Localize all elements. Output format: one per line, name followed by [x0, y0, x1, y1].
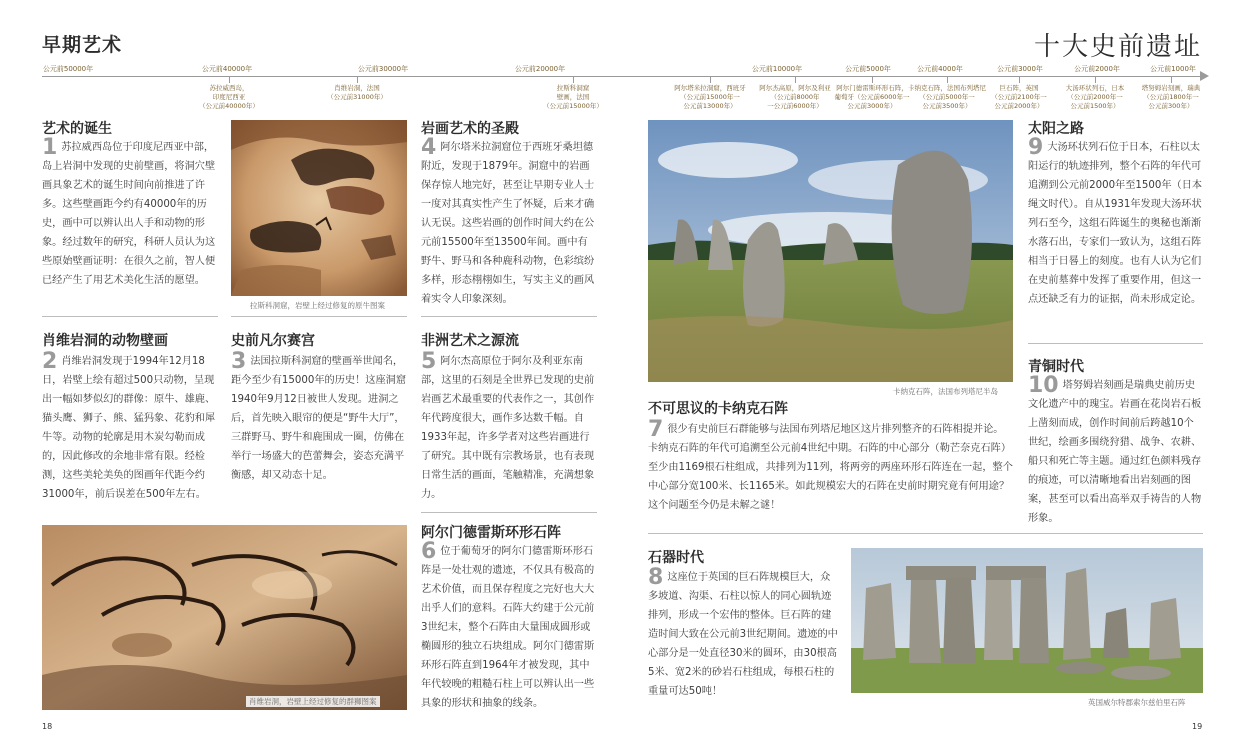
timeline-site-line: （公元前2000年一 [1067, 93, 1123, 101]
divider [648, 533, 1203, 534]
section-4-number: 4 [421, 135, 437, 160]
section-1-number: 1 [42, 135, 58, 160]
timeline-tick [1171, 77, 1172, 83]
timeline-site-label [327, 84, 387, 102]
timeline-site-line: 公元前1500年） [1070, 102, 1120, 110]
timeline-site-line: 塔努姆岩刻画，瑞典 [1141, 84, 1201, 92]
timeline-site-label [1142, 84, 1201, 111]
timeline-site-line: （公元前15000年） [543, 102, 603, 110]
section-7-title: 不可思议的卡纳克石阵 [648, 401, 788, 417]
divider [421, 512, 597, 513]
section-9-number: 9 [1028, 135, 1044, 160]
timeline-site-line: （公元前31000年） [327, 93, 387, 101]
section-6-number: 6 [421, 539, 437, 564]
section-7-number: 7 [648, 417, 664, 442]
timeline-site-label [759, 84, 831, 111]
section-2-body: 2 肖维岩洞发现于1994年12月18日，岩壁上绘有超过500只动物，呈现出一幅如梦似幻的群像：原牛、雄鹿、猫头鹰、狮子、熊、猛犸象、花豹和犀牛等。动物的轮廓是用木炭勾勒而成的，因此修改的余地非常有限。经检测，这些美轮美奂的图画年代距今约31000年，前后误差在500年左右。 [42, 349, 216, 500]
timeline-date-label: 公元前1000年 [1150, 65, 1196, 73]
section-4-title: 岩画艺术的圣殿 [421, 121, 519, 137]
timeline-site-line: （公元前40000年） [199, 102, 259, 110]
stonehenge-caption: 英国威尔特郡索尔兹伯里石阵 [1088, 698, 1186, 707]
timeline-site-line: （公元前2100年一 [991, 93, 1047, 101]
timeline-site-line: （公元前5000年一 [919, 93, 975, 101]
timeline-site-label [991, 84, 1047, 111]
timeline-site-line: 壁画，法国 [556, 93, 590, 101]
timeline-site-line: 阿尔塔米拉洞窟，西班牙 [674, 84, 746, 92]
timeline-site-label [543, 84, 603, 111]
lascaux-caption: 拉斯科洞窟，岩壁上经过修复的原牛图案 [250, 301, 385, 310]
timeline-tick [795, 77, 796, 83]
section-2-title: 肖维岩洞的动物壁画 [42, 333, 168, 349]
timeline-date-label: 公元前20000年 [514, 65, 566, 73]
timeline-site-line: （公元前1800年一 [1143, 93, 1199, 101]
section-8-title: 石器时代 [648, 550, 704, 566]
timeline-date-label: 公元前3000年 [997, 65, 1043, 73]
timeline-tick [710, 77, 711, 83]
timeline-site-line: 卡纳克石阵，法国布列塔尼 [908, 84, 986, 92]
timeline-site-label [199, 84, 259, 111]
timeline-site-line: 公元前3500年） [922, 102, 972, 110]
section-10-body: 10 塔努姆岩刻画是瑞典史前历史文化遗产中的瑰宝。岩画在花岗岩石板上凿刻而成，创作时间前后跨越10个世纪，绘画多围绕狩猎、战争、农耕、船只和死亡等主题。通过红色颜料残存的痕迹，可以清晰地看出岩刻画的图案，甚至可以看出高举双手祷告的人物形象。 [1028, 373, 1202, 524]
timeline-date-label: 公元前40000年 [201, 65, 253, 73]
page-title-left: 早期艺术 [42, 34, 123, 56]
timeline-site-label [834, 84, 909, 111]
lascaux-cave-painting-image [231, 120, 407, 296]
section-8-number: 8 [648, 565, 664, 590]
timeline-date-label: 公元前30000年 [357, 65, 409, 73]
timeline-site-line: 大汤环状列石，日本 [1065, 84, 1125, 92]
timeline-tick [229, 77, 230, 83]
timeline-date-label: 公元前50000年 [42, 65, 94, 73]
timeline-date-label: 公元前4000年 [917, 65, 963, 73]
timeline-tick [357, 77, 358, 83]
timeline-site-line: 公元前300年） [1148, 102, 1194, 110]
timeline-site-line: （公元前8000年 [770, 93, 820, 101]
timeline-site-line: 苏拉威西岛， [209, 84, 249, 92]
divider [1028, 343, 1203, 344]
timeline-tick [573, 77, 574, 83]
page-number-left: 18 [42, 722, 53, 731]
section-9-title: 太阳之路 [1028, 121, 1084, 137]
timeline-arrow-icon [1200, 71, 1209, 81]
section-3-number: 3 [231, 349, 247, 374]
page-title-right: 十大史前遗址 [1033, 32, 1202, 62]
page-number-right: 19 [1192, 722, 1203, 731]
timeline-site-line: （公元前15000年一 [680, 93, 740, 101]
section-5-title: 非洲艺术之源流 [421, 333, 519, 349]
timeline-tick [947, 77, 948, 83]
timeline-site-line: 巨石阵，英国 [999, 84, 1039, 92]
section-4-body: 4 阿尔塔米拉洞窟位于西班牙桑坦德附近，发现于1879年。洞窟中的岩画保存惊人地完好，甚至让早期专业人士一度对其真实性产生了怀疑，后来才确认无误。这些岩画的创作时间大约在公元前15500年至13500年间。画中有野牛、野马和各种鹿科动物，色彩缤纷多样，形态栩栩如生，写实主义的画风着实令人印象深刻。 [421, 135, 595, 305]
section-3-title: 史前凡尔赛宫 [231, 333, 315, 349]
timeline-site-line: 葡萄牙（公元前6000年一 [834, 93, 910, 101]
timeline-site-label [908, 84, 986, 111]
section-1-title: 艺术的诞生 [42, 121, 112, 137]
timeline-site-line: 公元前3000年） [847, 102, 897, 110]
timeline-axis [42, 76, 1202, 77]
timeline-site-line: 印度尼西亚 [212, 93, 246, 101]
timeline-site-line: 一公元前6000年） [767, 102, 823, 110]
timeline-site-line: 肖维岩洞，法国 [334, 84, 380, 92]
section-6-title: 阿尔门德雷斯环形石阵 [421, 525, 561, 541]
section-8-body: 8 这座位于英国的巨石阵规模巨大，众多坡道、沟渠、石柱以惊人的同心圆轨迹排列，形成一个宏伟的整体。巨石阵的建造时间大致在公元前3世纪期间。遗迹的中心部分是一处直径30米的圆环，由30根高5米、宽2米的砂岩石柱组成，每根石柱的重量可达50吨！ [648, 565, 838, 697]
timeline-site-label [674, 84, 746, 111]
section-6-body: 6 位于葡萄牙的阿尔门德雷斯环形石阵是一处壮观的遗迹，不仅具有极高的艺术价值，而且保存程度之完好也大大出乎人们的意料。石阵大约建于公元前3世纪末，整个石阵由大量围成圆形或椭圆形的独立石块组成。阿尔门德雷斯环形石阵直到1964年才被发现，其中年代较晚的粗糙石柱上可以辨认出一些具象的形状和抽象的线条。 [421, 539, 595, 709]
section-5-number: 5 [421, 349, 437, 374]
section-10-title: 青铜时代 [1028, 359, 1084, 375]
carnac-stones-image [648, 120, 1013, 382]
section-1-body: 1 苏拉威西岛位于印度尼西亚中部，岛上岩洞中发现的史前壁画，将洞穴壁画具象艺术的诞生时间向前推进了许多。这些壁画距今约有40000年的历史，画中可以辨认出人手和动物的形象。经过数年的研究，科研人员认为这些原始壁画证明：在很久之前，智人便已经产生了用艺术美化生活的愿望。 [42, 135, 216, 286]
section-2-number: 2 [42, 349, 58, 374]
section-10-number: 10 [1028, 373, 1059, 398]
timeline-date-label: 公元前5000年 [845, 65, 891, 73]
timeline-tick [872, 77, 873, 83]
divider [421, 316, 597, 317]
timeline-tick [1095, 77, 1096, 83]
section-5-body: 5 阿尔杰高原位于阿尔及利亚东南部，这里的石刻是全世界已发现的史前岩画艺术最重要的代表作之一，其创作年代跨度很大，画作多达数千幅。自1933年起，许多学者对这些岩画进行了研究。其中既有宗教场景，也有表现日常生活的画面，笔触精准，充满想象力。 [421, 349, 595, 500]
timeline-tick [1019, 77, 1020, 83]
timeline-site-line: 阿尔门德雷斯环形石阵， [836, 84, 908, 92]
stonehenge-image [851, 548, 1203, 693]
chauvet-cave-lions-image [42, 525, 407, 710]
timeline-date-label: 公元前10000年 [751, 65, 803, 73]
section-7-body: 7 很少有史前巨石群能够与法国布列塔尼地区这片排列整齐的石阵相提并论。卡纳克石阵的年代可追溯至公元前4世纪中期。石阵的中心部分（勒芒奈克石阵）至少由1169根石柱组成，共排列为11列，将两旁的两座环形石阵连在一起，整个中心部分宽100米、长1165米。如此规模宏大的石阵在史前时期究竟有何用途？这个问题至今仍是未解之谜！ [648, 417, 1013, 511]
timeline-date-label: 公元前2000年 [1074, 65, 1120, 73]
timeline-site-line: 阿尔杰高原，阿尔及利亚 [759, 84, 831, 92]
divider [231, 316, 407, 317]
divider [42, 316, 218, 317]
timeline-site-line: 拉斯科洞窟 [556, 84, 590, 92]
section-3-body: 3 法国拉斯科洞窟的壁画举世闻名，距今至少有15000年的历史！这座洞窟1940年9月12日被世人发现。进洞之后，首先映入眼帘的便是“野牛大厅”，三群野马、野牛和鹿围成一圈，仿佛在举行一场盛大的芭蕾舞会，姿态充满平衡感，却又动态十足。 [231, 349, 407, 481]
section-9-body: 9 大汤环状列石位于日本，石柱以太阳运行的轨迹排列，整个石阵的年代可追溯到公元前2000年至1500年（日本绳文时代）。自从1931年发现大汤环状列石至今，这组石阵诞生的奥秘也渐渐水落石出，专家们一致认为，这组石阵相当于日晷上的刻度。也有人认为它们在史前墓葬中发挥了重要作用，但这一点还缺乏有力的证据，尚未形成定论。 [1028, 135, 1203, 305]
carnac-caption: 卡纳克石阵，法国布列塔尼半岛 [893, 387, 998, 396]
chauvet-caption: 肖维岩洞，岩壁上经过修复的群狮图案 [246, 696, 380, 707]
timeline-site-label [1066, 84, 1125, 111]
timeline-site-line: 公元前13000年） [683, 102, 737, 110]
timeline-site-line: 公元前2000年） [994, 102, 1044, 110]
